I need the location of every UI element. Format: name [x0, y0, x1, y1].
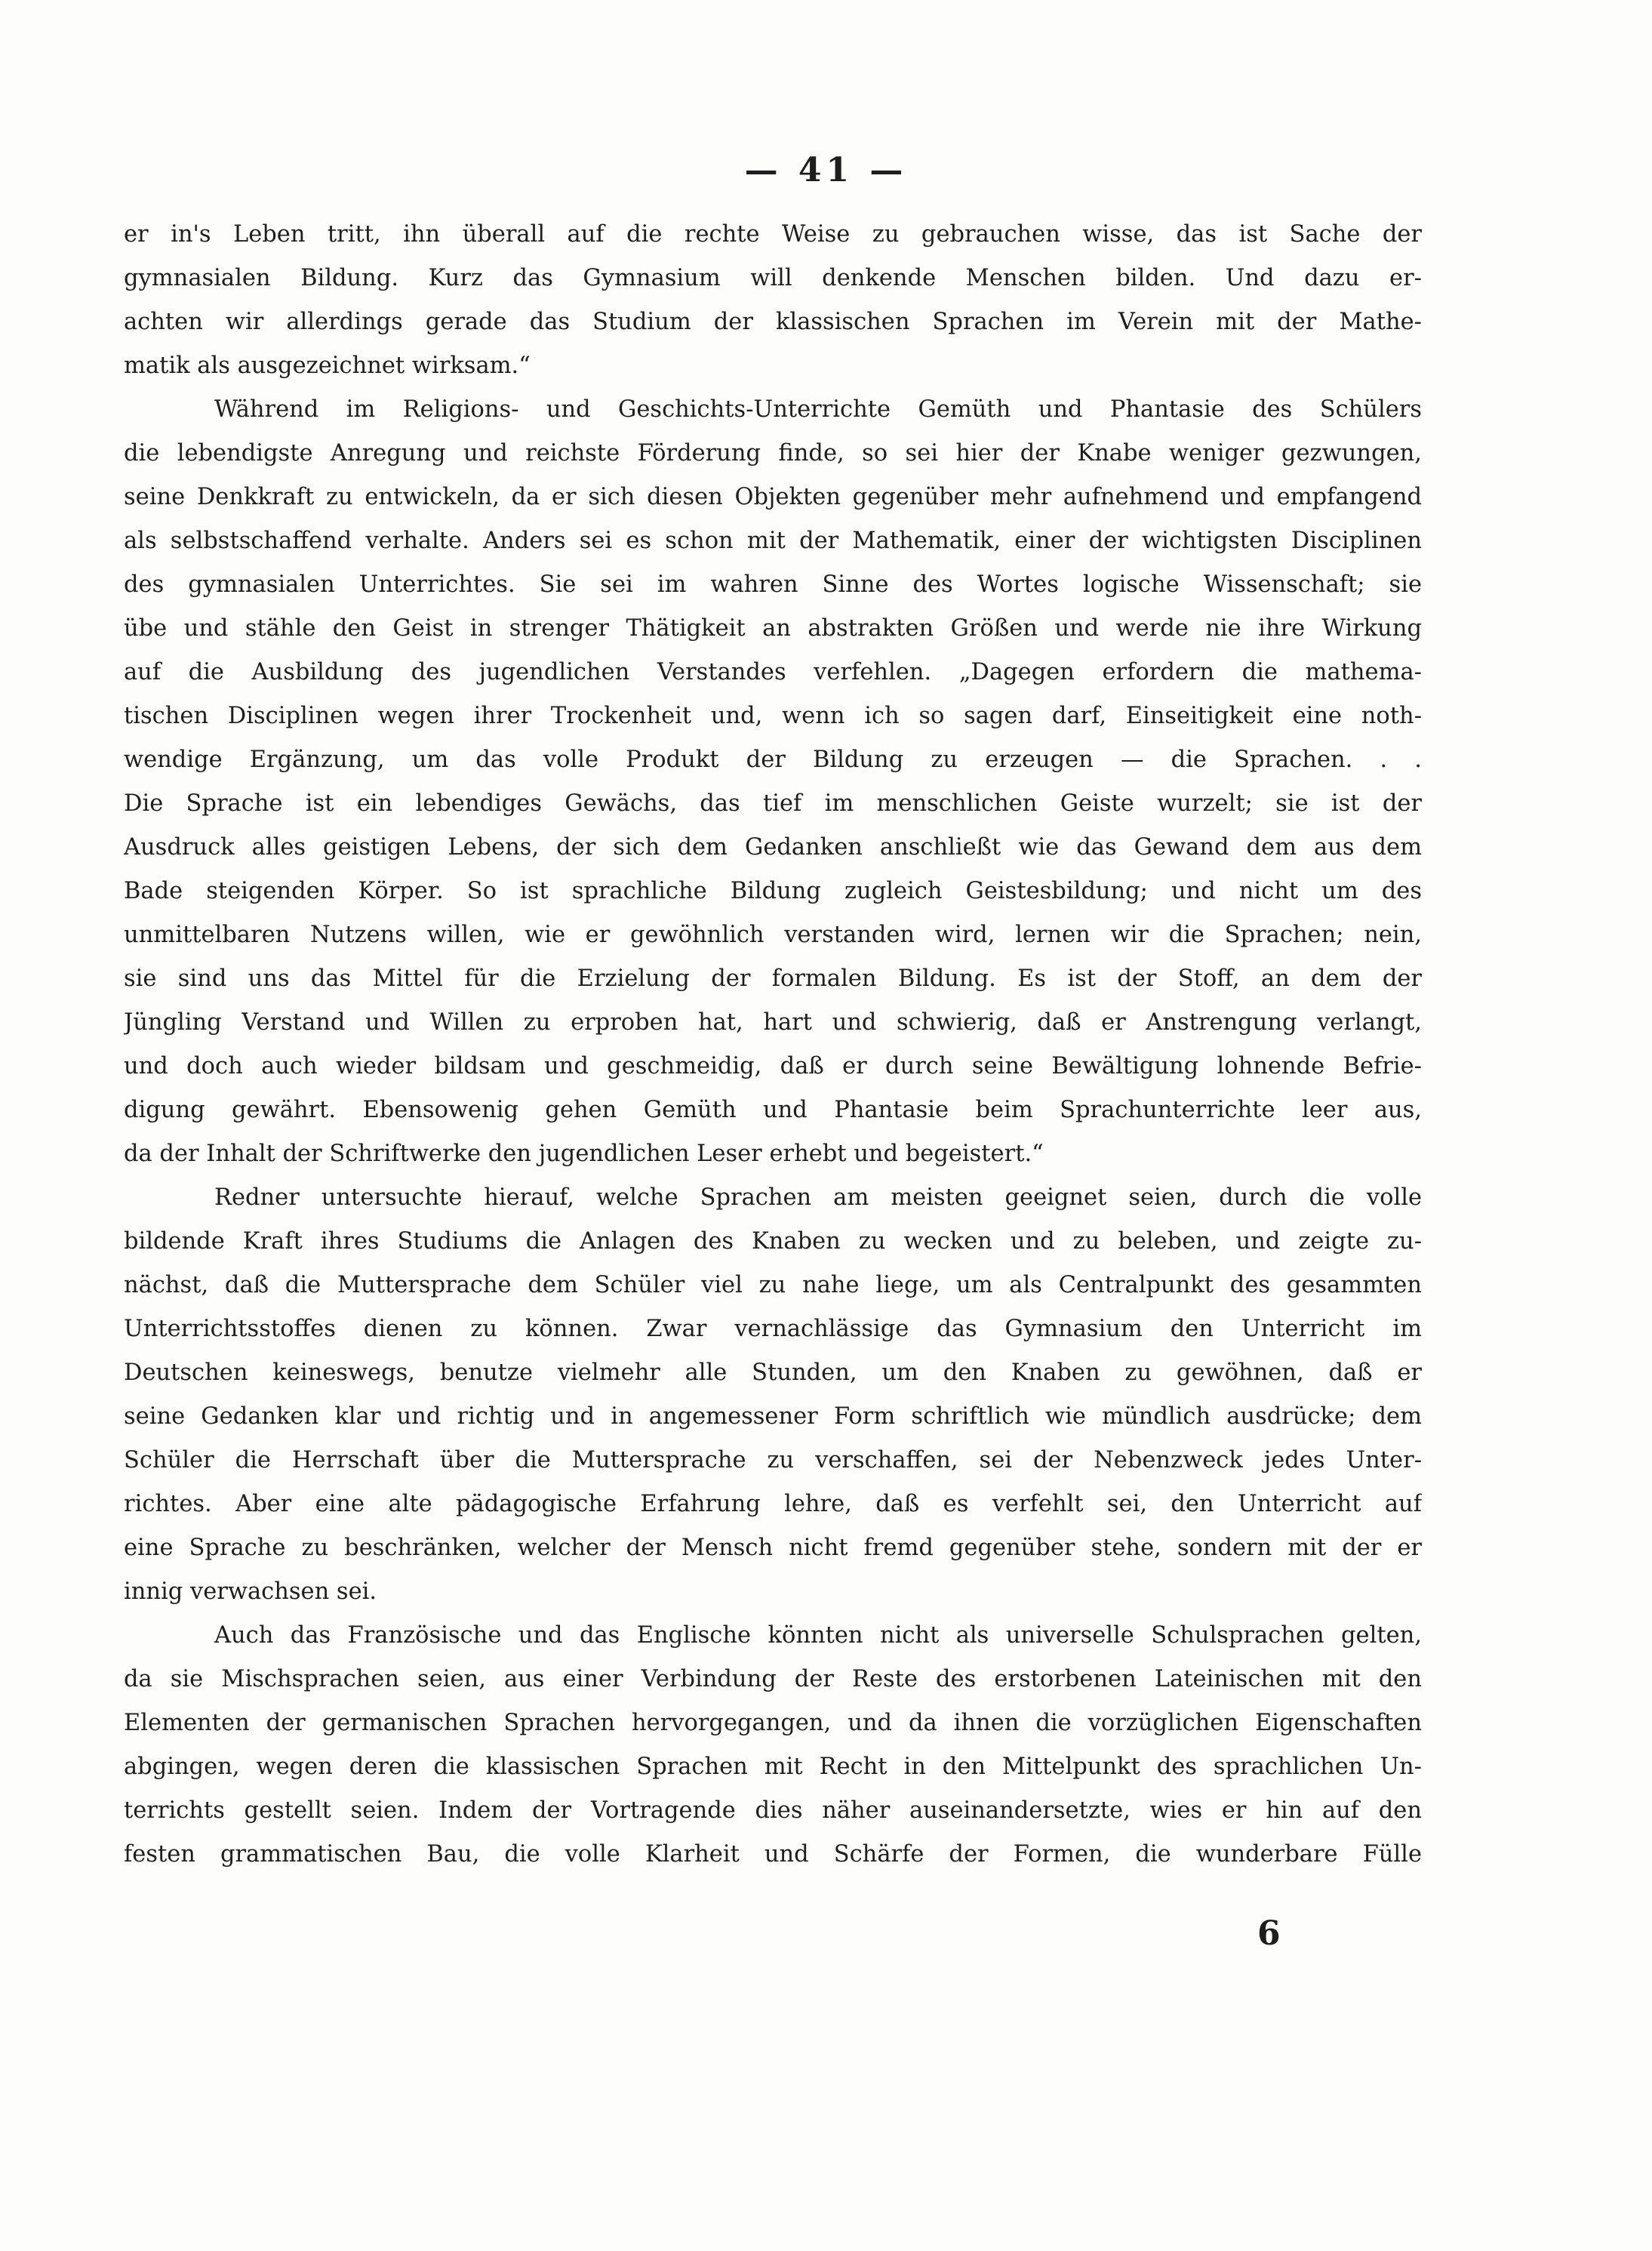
text-line: richtes. Aber eine alte pädagogische Erfahrung lehre, daß es verfehlt sei, den Unterricht auf	[124, 1491, 1422, 1517]
text-line: achten wir allerdings gerade das Studium der klassischen Sprachen im Verein mit der Mathe-	[124, 309, 1422, 335]
text-line: als selbstschaffend verhalte. Anders sei es schon mit der Mathematik, einer der wichtigsten Disciplinen	[124, 528, 1422, 554]
text-line: Elementen der germanischen Sprachen hervorgegangen, und da ihnen die vorzüglichen Eigenschaften	[124, 1710, 1422, 1736]
text-line: gymnasialen Bildung. Kurz das Gymnasium will denkende Menschen bilden. Und dazu er-	[124, 265, 1422, 291]
text-line: er in's Leben tritt, ihn überall auf die rechte Weise zu gebrauchen wisse, das ist Sache der	[124, 221, 1422, 248]
text-line: terrichts gestellt seien. Indem der Vortragende dies näher auseinandersetzte, wies er hin auf den	[124, 1797, 1422, 1824]
text-line: des gymnasialen Unterrichtes. Sie sei im wahren Sinne des Wortes logische Wissenschaft; sie	[124, 571, 1422, 598]
signature-mark: 6	[1257, 1914, 1281, 1953]
text-line: Schüler die Herrschaft über die Muttersprache zu verschaffen, sei der Nebenzweck jedes Unter-	[124, 1447, 1422, 1473]
text-line: da sie Mischsprachen seien, aus einer Verbindung der Reste des erstorbenen Lateinischen mit den	[124, 1666, 1422, 1692]
text-line: innig verwachsen sei.	[124, 1578, 377, 1605]
text-line: unmittelbaren Nutzens willen, wie er gewöhnlich verstanden wird, lernen wir die Sprachen; nein,	[124, 922, 1422, 948]
text-line: Während im Religions- und Geschichts-Unterrichte Gemüth und Phantasie des Schülers	[214, 396, 1422, 423]
text-line: bildende Kraft ihres Studiums die Anlagen des Knaben zu wecken und zu beleben, und zeigte zu-	[124, 1228, 1422, 1255]
text-line: seine Denkkraft zu entwickeln, da er sich diesen Objekten gegenüber mehr aufnehmend und empfangend	[124, 484, 1422, 510]
text-line: Redner untersuchte hierauf, welche Sprachen am meisten geeignet seien, durch die volle	[214, 1184, 1422, 1211]
text-line: abgingen, wegen deren die klassischen Sprachen mit Recht in den Mittelpunkt des sprachlichen Un-	[124, 1754, 1422, 1780]
text-line: Auch das Französische und das Englische könnten nicht als universelle Schulsprachen gelten,	[214, 1622, 1422, 1649]
text-line: digung gewährt. Ebensowenig gehen Gemüth und Phantasie beim Sprachunterrichte leer aus,	[124, 1097, 1422, 1123]
text-line: auf die Ausbildung des jugendlichen Verstandes verfehlen. „Dagegen erfordern die mathema-	[124, 659, 1422, 685]
text-line: Die Sprache ist ein lebendiges Gewächs, das tief im menschlichen Geiste wurzelt; sie ist der	[124, 790, 1422, 817]
text-line: Deutschen keineswegs, benutze vielmehr alle Stunden, um den Knaben zu gewöhnen, daß er	[124, 1360, 1422, 1386]
text-line: matik als ausgezeichnet wirksam.“	[124, 353, 531, 379]
body-text	[124, 213, 1422, 1877]
text-line: Ausdruck alles geistigen Lebens, der sich dem Gedanken anschließt wie das Gewand dem aus dem	[124, 834, 1422, 861]
text-line: übe und stähle den Geist in strenger Thätigkeit an abstrakten Größen und werde nie ihre Wirkung	[124, 615, 1422, 642]
text-line: Jüngling Verstand und Willen zu erproben hat, hart und schwierig, daß er Anstrengung verlangt,	[124, 1009, 1422, 1036]
text-line: eine Sprache zu beschränken, welcher der Mensch nicht fremd gegenüber stehe, sondern mit der er	[124, 1535, 1422, 1561]
text-line: festen grammatischen Bau, die volle Klarheit und Schärfe der Formen, die wunderbare Fülle	[124, 1841, 1422, 1868]
page-number: — 41 —	[744, 151, 908, 189]
text-line: sie sind uns das Mittel für die Erzielung der formalen Bildung. Es ist der Stoff, an dem der	[124, 965, 1422, 992]
text-line: und doch auch wieder bildsam und geschmeidig, daß er durch seine Bewältigung lohnende Befrie-	[124, 1053, 1422, 1079]
text-line: nächst, daß die Muttersprache dem Schüler viel zu nahe liege, um als Centralpunkt des gesammten	[124, 1272, 1422, 1298]
text-line: Unterrichtsstoffes dienen zu können. Zwar vernachlässige das Gymnasium den Unterricht im	[124, 1316, 1422, 1342]
text-line: die lebendigste Anregung und reichste Förderung finde, so sei hier der Knabe weniger gezwungen,	[124, 440, 1422, 467]
text-line: da der Inhalt der Schriftwerke den jugendlichen Leser erhebt und begeistert.“	[124, 1141, 1044, 1167]
text-line: wendige Ergänzung, um das volle Produkt der Bildung zu erzeugen — die Sprachen. . .	[124, 747, 1422, 773]
text-line: tischen Disciplinen wegen ihrer Trockenheit und, wenn ich so sagen darf, Einseitigkeit eine noth-	[124, 703, 1422, 729]
text-line: seine Gedanken klar und richtig und in angemessener Form schriftlich wie mündlich ausdrücke; dem	[124, 1403, 1422, 1430]
text-line: Bade steigenden Körper. So ist sprachliche Bildung zugleich Geistesbildung; und nicht um des	[124, 878, 1422, 904]
